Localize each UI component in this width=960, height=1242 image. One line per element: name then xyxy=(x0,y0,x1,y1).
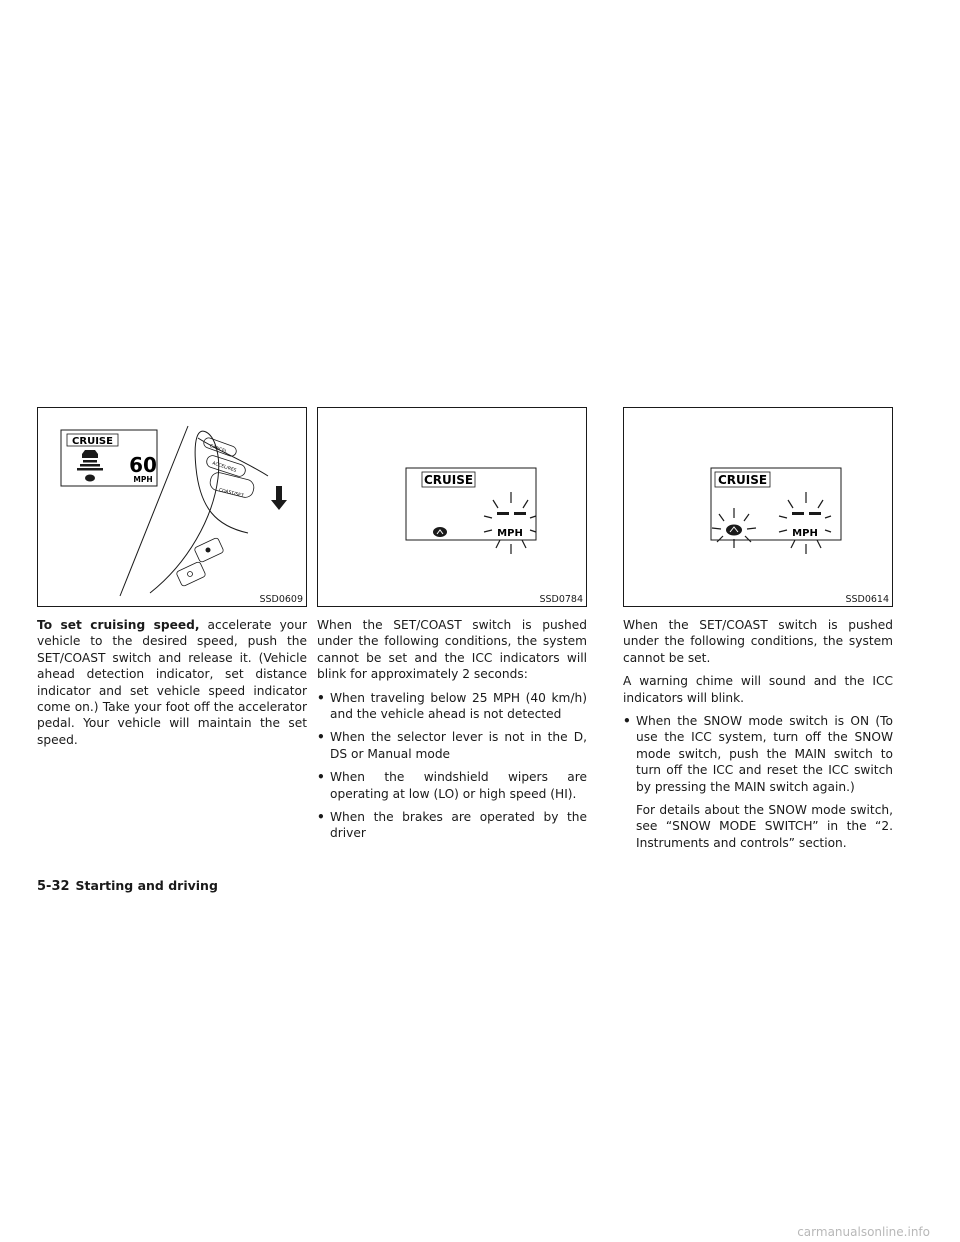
text-warning-conditions xyxy=(623,617,893,851)
paragraph: For details about the SNOW mode switch, see “SNOW MODE SWITCH” in the “2. Instruments and controls” section. xyxy=(636,803,893,850)
figure-ssd0609 xyxy=(37,407,307,607)
list-item: • When the selector lever is not in the D, DS or Manual mode xyxy=(317,730,587,761)
column-2 xyxy=(317,407,587,849)
vehicle-ahead-icon xyxy=(85,475,95,482)
paragraph: accelerate your vehicle to the desired speed, push the SET/COAST switch and release it. (Vehicle ahead detection indicator, set distance indicator and set vehicle speed indicator come on.) Take your foot off the accelerator pedal. Your vehicle will maintain the set speed. xyxy=(37,618,307,747)
text-cannot-set-conditions xyxy=(317,617,587,842)
list-item: • When the SNOW mode switch is ON (To use the ICC system, turn off the SNOW mode switch, push the MAIN switch to turn off the ICC and reset the ICC switch by pressing the MAIN switch again.) xyxy=(623,714,893,794)
figure-ssd0614 xyxy=(623,407,893,607)
blink-rays-icon xyxy=(779,492,831,554)
cruise-display-all-blink-illustration xyxy=(624,408,892,606)
column-1 xyxy=(37,407,307,755)
vehicle-ahead-icon xyxy=(726,525,742,536)
page-number: 5-32 xyxy=(37,879,70,894)
cruise-switch-illustration xyxy=(38,408,306,606)
vehicle-ahead-icon xyxy=(433,527,447,537)
column-3 xyxy=(623,407,893,858)
watermark: carmanualsonline.info xyxy=(797,1225,930,1239)
speed-unit: MPH xyxy=(133,475,153,484)
svg-text:CANCEL: CANCEL xyxy=(208,444,228,455)
svg-text:COAST/SET: COAST/SET xyxy=(218,488,244,499)
cruise-label: CRUISE xyxy=(423,473,474,487)
arrow-down-icon xyxy=(271,486,287,510)
figure-id: SSD0609 xyxy=(259,594,303,605)
speed-unit: MPH xyxy=(497,528,523,539)
page-footer xyxy=(37,878,218,894)
paragraph: A warning chime will sound and the ICC indicators will blink. xyxy=(623,674,893,705)
set-speed: 60 xyxy=(129,453,157,477)
car-icon xyxy=(82,450,98,458)
speed-unit: MPH xyxy=(792,528,818,539)
section-title: Starting and driving xyxy=(75,878,218,893)
paragraph: When the SET/COAST switch is pushed under the following conditions, the system cannot be set and the ICC indicators will blink for approximately 2 seconds: xyxy=(317,618,587,682)
figure-ssd0784 xyxy=(317,407,587,607)
figure-id: SSD0614 xyxy=(845,594,889,605)
svg-text:ACCEL/RES: ACCEL/RES xyxy=(211,461,237,474)
figure-id: SSD0784 xyxy=(539,594,583,605)
blink-rays-icon xyxy=(484,492,536,554)
paragraph: When the SET/COAST switch is pushed under the following conditions, the system cannot be set. xyxy=(623,618,893,665)
list-item: • When the windshield wipers are operating at low (LO) or high speed (HI). xyxy=(317,770,587,801)
cruise-display-blink-illustration xyxy=(318,408,586,606)
list-item: • When the brakes are operated by the driver xyxy=(317,810,587,841)
cruise-label: CRUISE xyxy=(72,436,113,447)
cruise-label: CRUISE xyxy=(717,473,768,487)
list-item: • When traveling below 25 MPH (40 km/h) and the vehicle ahead is not detected xyxy=(317,690,587,722)
lead-heading: To set cruising speed, xyxy=(37,618,200,632)
text-set-cruising-speed xyxy=(37,617,307,748)
